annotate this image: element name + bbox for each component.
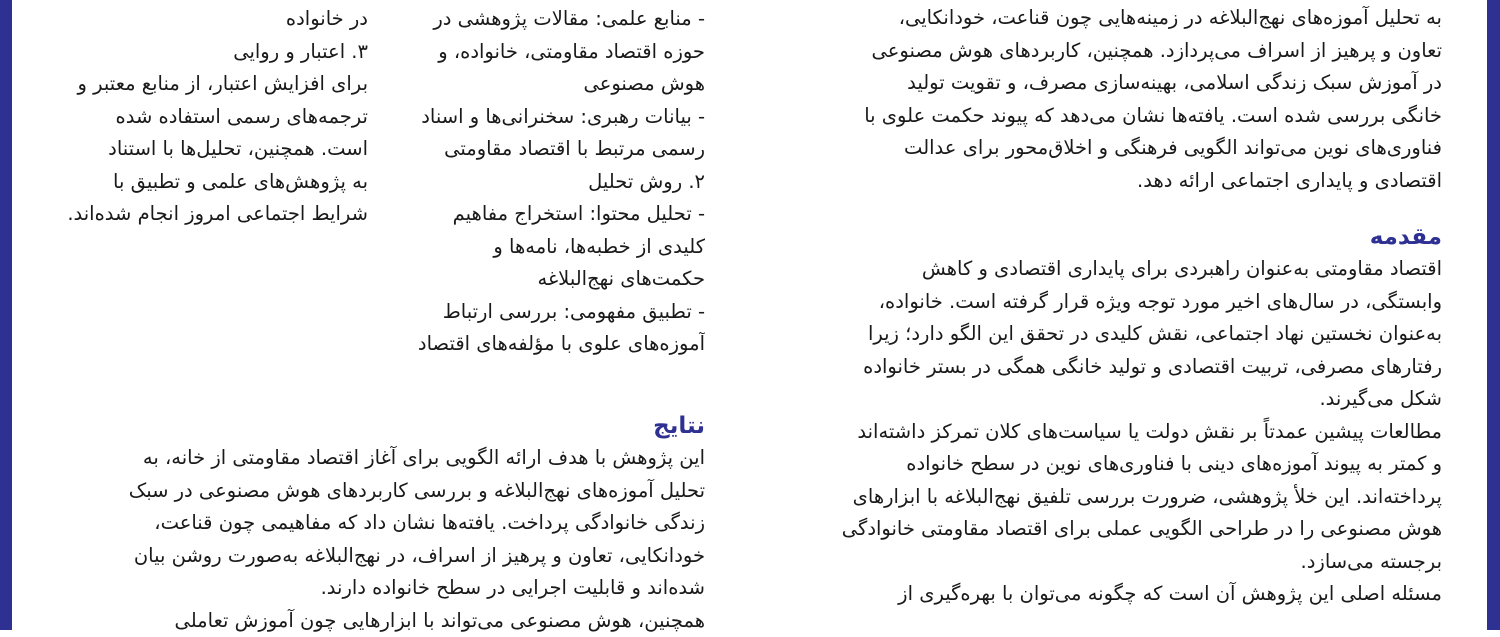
results-line: این پژوهش با هدف ارائه الگویی برای آغاز اقتصاد مقاومتی از خانه، به	[48, 442, 705, 475]
introduction-line: پرداخته‌اند. این خلأ پژوهشی، ضرورت بررسی تلفیق نهج‌البلاغه با ابزارهای	[777, 481, 1442, 514]
methodology-line: حوزه اقتصاد مقاومتی، خانواده، و	[383, 36, 705, 69]
introduction-line: شکل می‌گیرند.	[777, 383, 1442, 416]
results-section	[48, 410, 705, 637]
validity-line: در خانواده	[48, 3, 368, 36]
abstract-line: تعاون و پرهیز از اسراف می‌پردازد. همچنین، کاربردهای هوش مصنوعی	[792, 35, 1442, 68]
results-line: شده‌اند و قابلیت اجرایی در سطح خانواده دارند.	[48, 572, 705, 605]
methodology-line: هوش مصنوعی	[383, 68, 705, 101]
results-line: تحلیل آموزه‌های نهج‌البلاغه و بررسی کاربردهای هوش مصنوعی در سبک	[48, 475, 705, 508]
introduction-line: مسئله اصلی این پژوهش آن است که چگونه می‌توان با بهره‌گیری از	[777, 578, 1442, 611]
introduction-line: برجسته می‌سازد.	[777, 546, 1442, 579]
results-line: خودانکایی، تعاون و پرهیز از اسراف، در نهج‌البلاغه به‌صورت روشن بیان	[48, 540, 705, 573]
validity-line: برای افزایش اعتبار، از منابع معتبر و	[48, 68, 368, 101]
introduction-line: وابستگی، در سال‌های اخیر مورد توجه ویژه قرار گرفته است. خانواده،	[777, 286, 1442, 319]
results-heading: نتایج	[48, 410, 705, 442]
results-line: همچنین، هوش مصنوعی می‌تواند با ابزارهایی چون آموزش تعاملی	[48, 605, 705, 637]
methodology-line: حکمت‌های نهج‌البلاغه	[383, 263, 705, 296]
introduction-line: اقتصاد مقاومتی به‌عنوان راهبردی برای پایداری اقتصادی و کاهش	[777, 253, 1442, 286]
methodology-line: - تطبیق مفهومی: بررسی ارتباط	[383, 296, 705, 329]
validity-line: به پژوهش‌های علمی و تطبیق با	[48, 166, 368, 199]
abstract-continuation	[792, 2, 1442, 197]
validity-section	[48, 3, 368, 231]
abstract-line: به تحلیل آموزه‌های نهج‌البلاغه در زمینه‌هایی چون قناعت، خودانکایی،	[792, 2, 1442, 35]
abstract-line: خانگی بررسی شده است. یافته‌ها نشان می‌دهد که پیوند حکمت علوی با	[792, 100, 1442, 133]
methodology-line: - منابع علمی: مقالات پژوهشی در	[383, 3, 705, 36]
left-page-edge	[0, 0, 12, 630]
validity-line: ترجمه‌های رسمی استفاده شده	[48, 101, 368, 134]
introduction-line: هوش مصنوعی را در طراحی الگویی عملی برای اقتصاد مقاومتی خانوادگی	[777, 513, 1442, 546]
introduction-section	[777, 221, 1442, 611]
validity-line: ۳. اعتبار و روایی	[48, 36, 368, 69]
abstract-line: در آموزش سبک زندگی اسلامی، بهینه‌سازی مصرف، و تقویت تولید	[792, 67, 1442, 100]
introduction-line: رفتارهای مصرفی، تربیت اقتصادی و تولید خانگی همگی در بستر خانواده	[777, 351, 1442, 384]
methodology-line: ۲. روش تحلیل	[383, 166, 705, 199]
abstract-line: فناوری‌های نوین می‌تواند الگویی فرهنگی و اخلاق‌محور برای عدالت	[792, 132, 1442, 165]
introduction-line: و کمتر به پیوند آموزه‌های دینی با فناوری‌های نوین در سطح خانواده	[777, 448, 1442, 481]
results-line: زندگی خانوادگی پرداخت. یافته‌ها نشان داد که مفاهیمی چون قناعت،	[48, 507, 705, 540]
methodology-line: رسمی مرتبط با اقتصاد مقاومتی	[383, 133, 705, 166]
validity-line: است. همچنین، تحلیل‌ها با استناد	[48, 133, 368, 166]
validity-line: شرایط اجتماعی امروز انجام شده‌اند.	[48, 198, 368, 231]
introduction-line: مطالعات پیشین عمدتاً بر نقش دولت یا سیاست‌های کلان تمرکز داشته‌اند	[777, 416, 1442, 449]
methodology-line: آموزه‌های علوی با مؤلفه‌های اقتصاد	[383, 328, 705, 361]
methodology-line: کلیدی از خطبه‌ها، نامه‌ها و	[383, 231, 705, 264]
abstract-line: اقتصادی و پایداری اجتماعی ارائه دهد.	[792, 165, 1442, 198]
introduction-line: به‌عنوان نخستین نهاد اجتماعی، نقش کلیدی در تحقق این الگو دارد؛ زیرا	[777, 318, 1442, 351]
methodology-line: - بیانات رهبری: سخنرانی‌ها و اسناد	[383, 101, 705, 134]
right-page-edge	[1487, 0, 1500, 630]
methodology-line: - تحلیل محتوا: استخراج مفاهیم	[383, 198, 705, 231]
introduction-heading: مقدمه	[777, 221, 1442, 253]
methodology-list	[383, 3, 705, 361]
